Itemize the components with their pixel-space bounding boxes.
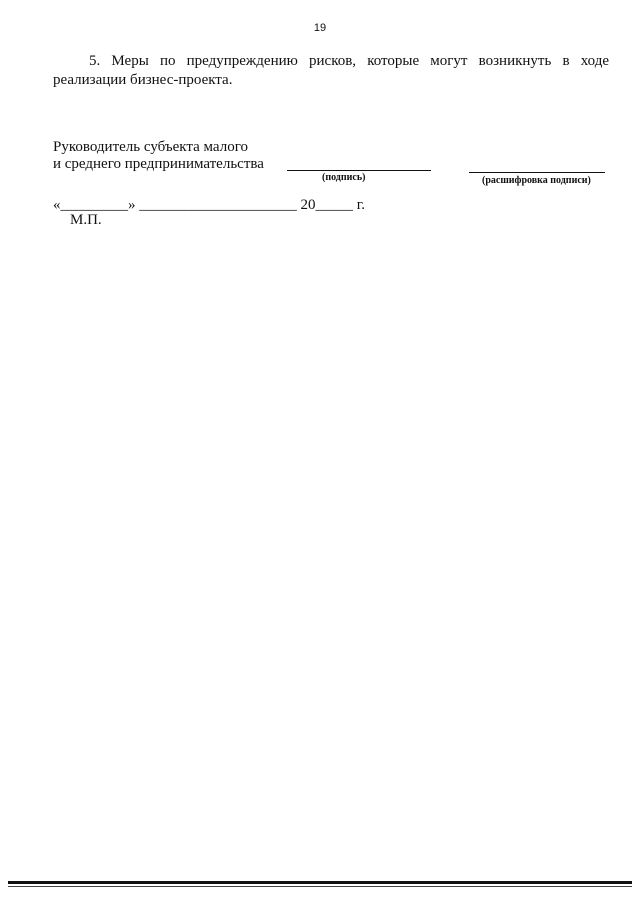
signer-title-line-2: и среднего предпринимательства <box>53 156 264 172</box>
signature-decoding-caption: (расшифровка подписи) <box>482 175 591 186</box>
section-5-paragraph: 5. Меры по предупреждению рисков, которые могут возникнуть в ходе реализации бизнес-проекта. <box>53 53 609 88</box>
signer-title-line-1: Руководитель субъекта малого <box>53 139 248 155</box>
signature-caption: (подпись) <box>322 172 366 183</box>
signer-title <box>53 139 264 173</box>
page-bottom-border-thin <box>8 886 632 887</box>
stamp-placeholder: М.П. <box>70 212 102 228</box>
signature-decoding-line <box>469 172 605 173</box>
signature-line <box>287 170 431 171</box>
page-bottom-border <box>8 881 632 884</box>
date-field: «_________» _____________________ 20_____ г. <box>53 197 365 213</box>
page-number: 19 <box>313 22 327 34</box>
